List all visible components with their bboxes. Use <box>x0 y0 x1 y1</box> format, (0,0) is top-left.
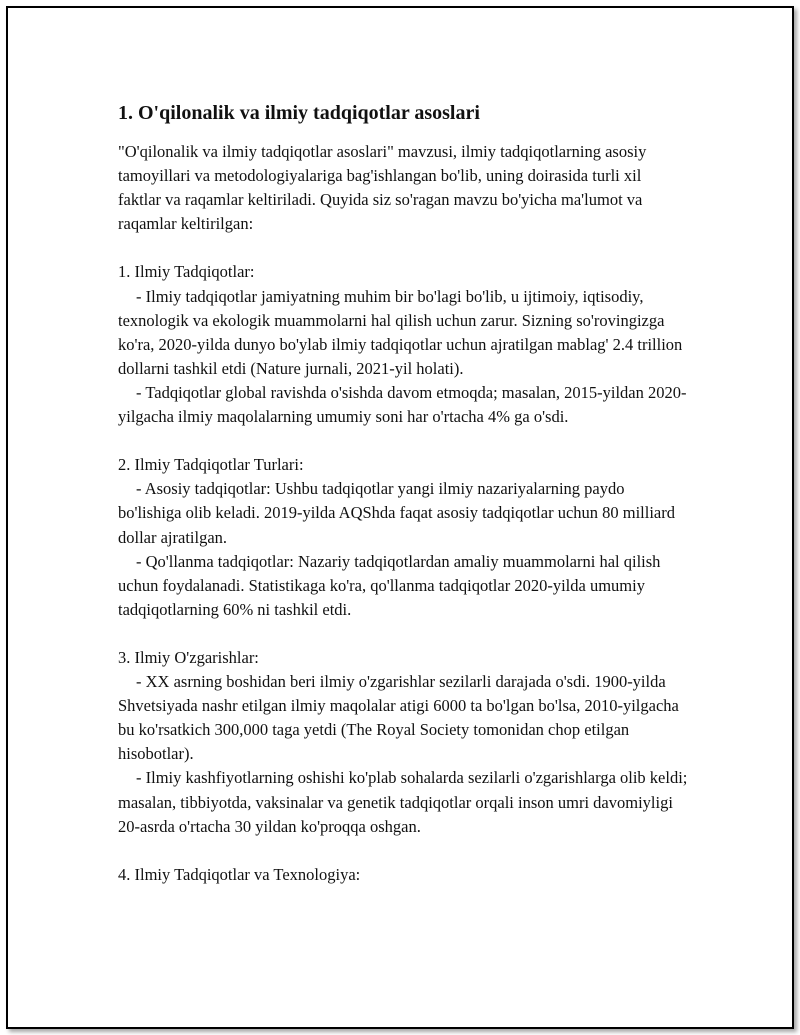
bullet-item <box>118 670 688 766</box>
bullet-text: - Ilmiy kashfiyotlarning oshishi ko'plab sohalarda sezilarli o'zgarishlarga olib keldi; masalan, tibbiyotda, vaksinalar va genetik tadqiqotlar orqali inson umri davomiyligi 20-asrda o'rtacha 30 yildan ko'proqqa oshgan. <box>118 768 688 836</box>
bullet-item <box>118 381 688 429</box>
bullet-item <box>118 477 688 549</box>
spacer <box>118 429 688 453</box>
bullet-text: - Qo'llanma tadqiqotlar: Nazariy tadqiqotlardan amaliy muammolarni hal qilish uchun foydalanadi. Statistikaga ko'ra, qo'llanma tadqiqotlar 2020-yilda umumiy tadqiqotlarning 60% ni tashkil etdi. <box>118 551 661 619</box>
bullet-text: - Ilmiy tadqiqotlar jamiyatning muhim bir bo'lagi bo'lib, u ijtimoiy, iqtisodiy, texnologik va ekologik muammolarni hal qilish uchun zarur. Sizning so'rovingizga ko'ra, 2020-yilda dunyo bo'ylab ilmiy tadqiqotlar uchun ajratilgan mablag' 2.4 trillion dollarni tashkil etdi (Nature jurnali, 2021-yil holati). <box>118 286 683 378</box>
spacer <box>118 236 688 260</box>
bullet-item <box>118 550 688 622</box>
section-heading: 4. Ilmiy Tadqiqotlar va Texnologiya: <box>118 864 361 884</box>
section-heading: 2. Ilmiy Tadqiqotlar Turlari: <box>118 455 304 475</box>
bullet-text: - XX asrning boshidan beri ilmiy o'zgarishlar sezilarli darajada o'sdi. 1900-yilda Shvetsiyada nashr etilgan ilmiy maqolalar atigi 6000 ta bo'lgan bo'lsa, 2010-yilgacha bu ko'rsatkich 300,000 taga yetdi (The Royal Society tomonidan chop etilgan hisobotlar). <box>118 672 679 764</box>
spacer <box>118 622 688 646</box>
document-title: 1. O'qilonalik va ilmiy tadqiqotlar asoslari <box>118 102 480 124</box>
spacer <box>118 839 688 863</box>
bullet-item <box>118 285 688 381</box>
section-heading: 1. Ilmiy Tadqiqotlar: <box>118 262 255 282</box>
document-content <box>118 100 688 887</box>
section-heading: 3. Ilmiy O'zgarishlar: <box>118 647 259 667</box>
bullet-item <box>118 766 688 838</box>
bullet-text: - Asosiy tadqiqotlar: Ushbu tadqiqotlar yangi ilmiy nazariyalarning paydo bo'lishiga olib keladi. 2019-yilda AQShda faqat asosiy tadqiqotlar uchun 80 milliard dollar ajratilgan. <box>118 479 676 547</box>
document-page <box>6 6 794 1029</box>
bullet-text: - Tadqiqotlar global ravishda o'sishda davom etmoqda; masalan, 2015-yildan 2020-yilgacha ilmiy maqolalarning umumiy soni har o'rtacha 4% ga o'sdi. <box>118 382 687 427</box>
intro-paragraph: "O'qilonalik va ilmiy tadqiqotlar asoslari" mavzusi, ilmiy tadqiqotlarning asosiy tamoyillari va metodologiyalariga bag'ishlangan bo'lib, uning doirasida turli xil faktlar va raqamlar keltiriladi. Quyida siz so'ragan mavzu bo'yicha ma'lumot va raqamlar keltirilgan: <box>118 142 647 234</box>
